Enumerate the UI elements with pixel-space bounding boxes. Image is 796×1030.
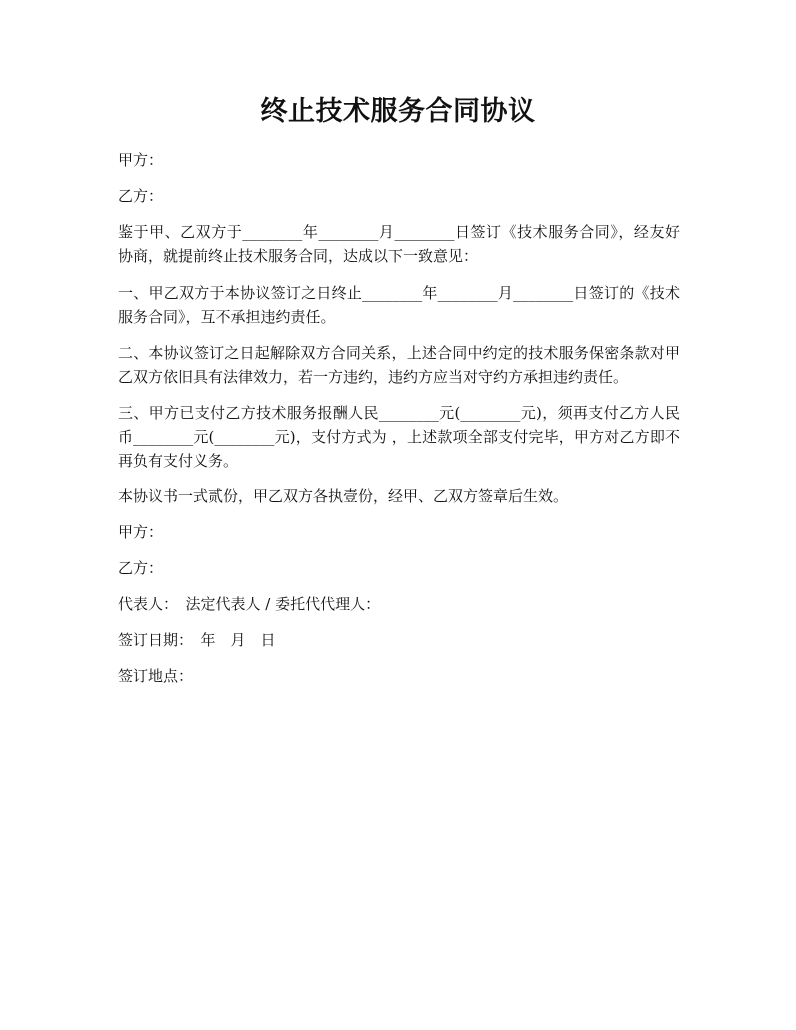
- party-a-label: 甲方：: [118, 151, 164, 169]
- clause-1-paragraph: 一、甲乙双方于本协议签订之日终止________年________月________日签订的《技术服务合同》，互不承担违约责任。: [118, 284, 680, 326]
- signing-place-line: 签订地点：: [118, 667, 194, 685]
- clause-2-paragraph: 二、本协议签订之日起解除双方合同关系，上述合同中约定的技术服务保密条款对甲乙双方依旧具有法律效力，若一方违约，违约方应当对守约方承担违约责任。: [118, 344, 680, 386]
- signature-party-b: 乙方：: [118, 559, 164, 577]
- clause-3-paragraph: 三、甲方已支付乙方技术服务报酬人民________元(________元)，须再支付乙方人民币________元(________元)，支付方式为 ，上述款项全部支付完毕，甲方对乙方即不再负有支付义务。: [118, 404, 680, 470]
- copies-paragraph: 本协议书一式贰份，甲乙双方各执壹份，经甲、乙双方签章后生效。: [118, 487, 569, 505]
- representative-line: 代表人： 法定代表人 / 委托代代理人：: [118, 595, 381, 613]
- preamble-paragraph: 鉴于甲、乙双方于________年________月________日签订《技术服务合同》，经友好协商，就提前终止技术服务合同，达成以下一致意见：: [118, 223, 680, 265]
- signature-party-a: 甲方：: [118, 523, 164, 541]
- document-title: 终止技术服务合同协议: [260, 96, 536, 127]
- party-b-label: 乙方：: [118, 187, 164, 205]
- signing-date-line: 签订日期： 年 月 日: [118, 631, 276, 649]
